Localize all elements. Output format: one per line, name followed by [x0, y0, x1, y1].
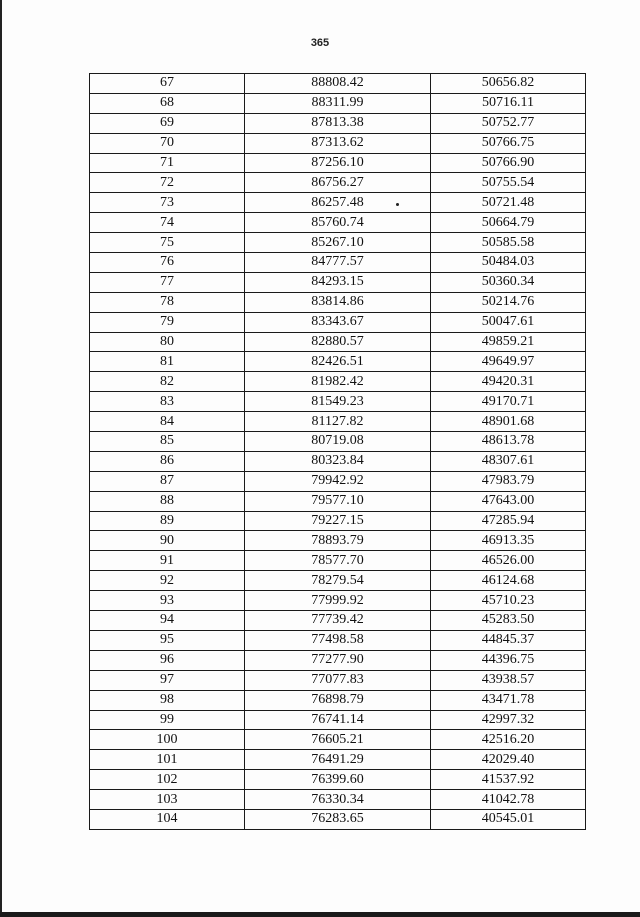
- x-coordinate-cell: 77999.92: [245, 591, 431, 611]
- point-number-cell: 76: [90, 253, 245, 273]
- table-row: [90, 770, 586, 790]
- x-coordinate-cell: 76283.65: [245, 809, 431, 829]
- y-coordinate-cell: 50047.61: [431, 312, 586, 332]
- scan-edge-bottom: [0, 912, 640, 917]
- point-number-cell: 78: [90, 292, 245, 312]
- y-coordinate-cell: 46526.00: [431, 551, 586, 571]
- table-row: [90, 650, 586, 670]
- x-coordinate-cell: 81982.42: [245, 372, 431, 392]
- y-coordinate-cell: 40545.01: [431, 809, 586, 829]
- point-number-cell: 77: [90, 272, 245, 292]
- x-coordinate-cell: 76741.14: [245, 710, 431, 730]
- x-coordinate-cell: 80719.08: [245, 432, 431, 452]
- table-row: [90, 491, 586, 511]
- x-coordinate-cell: 82426.51: [245, 352, 431, 372]
- y-coordinate-cell: 49859.21: [431, 332, 586, 352]
- table-row: [90, 74, 586, 94]
- table-row: [90, 432, 586, 452]
- table-row: [90, 531, 586, 551]
- table-row: [90, 611, 586, 631]
- x-coordinate-cell: 79942.92: [245, 471, 431, 491]
- point-number-cell: 95: [90, 630, 245, 650]
- point-number-cell: 83: [90, 392, 245, 412]
- point-number-cell: 80: [90, 332, 245, 352]
- y-coordinate-cell: 49170.71: [431, 392, 586, 412]
- scan-edge-left: [0, 0, 2, 917]
- x-coordinate-cell: 77739.42: [245, 611, 431, 631]
- x-coordinate-cell: 77277.90: [245, 650, 431, 670]
- table-row: [90, 253, 586, 273]
- page-number: 365: [310, 37, 330, 49]
- y-coordinate-cell: 41042.78: [431, 790, 586, 810]
- y-coordinate-cell: 43938.57: [431, 670, 586, 690]
- table-row: [90, 511, 586, 531]
- point-number-cell: 87: [90, 471, 245, 491]
- x-coordinate-cell: 77498.58: [245, 630, 431, 650]
- x-coordinate-cell: 87313.62: [245, 133, 431, 153]
- table-row: [90, 809, 586, 829]
- point-number-cell: 96: [90, 650, 245, 670]
- point-number-cell: 72: [90, 173, 245, 193]
- table-body: [90, 74, 586, 830]
- point-number-cell: 82: [90, 372, 245, 392]
- x-coordinate-cell: 88311.99: [245, 93, 431, 113]
- y-coordinate-cell: 50721.48: [431, 193, 586, 213]
- point-number-cell: 101: [90, 750, 245, 770]
- point-number-cell: 68: [90, 93, 245, 113]
- x-coordinate-cell: 82880.57: [245, 332, 431, 352]
- table-row: [90, 591, 586, 611]
- point-number-cell: 81: [90, 352, 245, 372]
- x-coordinate-cell: 84777.57: [245, 253, 431, 273]
- y-coordinate-cell: 50664.79: [431, 213, 586, 233]
- y-coordinate-cell: 45283.50: [431, 611, 586, 631]
- y-coordinate-cell: 50766.90: [431, 153, 586, 173]
- y-coordinate-cell: 50656.82: [431, 74, 586, 94]
- point-number-cell: 70: [90, 133, 245, 153]
- y-coordinate-cell: 50716.11: [431, 93, 586, 113]
- x-coordinate-cell: 79577.10: [245, 491, 431, 511]
- point-number-cell: 100: [90, 730, 245, 750]
- y-coordinate-cell: 46124.68: [431, 571, 586, 591]
- point-number-cell: 71: [90, 153, 245, 173]
- y-coordinate-cell: 46913.35: [431, 531, 586, 551]
- x-coordinate-cell: 77077.83: [245, 670, 431, 690]
- table-row: [90, 133, 586, 153]
- table-row: [90, 471, 586, 491]
- point-number-cell: 69: [90, 113, 245, 133]
- y-coordinate-cell: 45710.23: [431, 591, 586, 611]
- x-coordinate-cell: 81127.82: [245, 412, 431, 432]
- scan-speck: [396, 203, 399, 206]
- y-coordinate-cell: 50766.75: [431, 133, 586, 153]
- point-number-cell: 98: [90, 690, 245, 710]
- y-coordinate-cell: 50214.76: [431, 292, 586, 312]
- y-coordinate-cell: 48613.78: [431, 432, 586, 452]
- point-number-cell: 75: [90, 233, 245, 253]
- x-coordinate-cell: 76399.60: [245, 770, 431, 790]
- x-coordinate-cell: 86257.48: [245, 193, 431, 213]
- y-coordinate-cell: 50755.54: [431, 173, 586, 193]
- y-coordinate-cell: 48901.68: [431, 412, 586, 432]
- x-coordinate-cell: 76491.29: [245, 750, 431, 770]
- y-coordinate-cell: 47983.79: [431, 471, 586, 491]
- point-number-cell: 74: [90, 213, 245, 233]
- coordinate-table: [89, 73, 586, 830]
- x-coordinate-cell: 76330.34: [245, 790, 431, 810]
- y-coordinate-cell: 48307.61: [431, 451, 586, 471]
- table-row: [90, 292, 586, 312]
- x-coordinate-cell: 76898.79: [245, 690, 431, 710]
- table-row: [90, 790, 586, 810]
- point-number-cell: 84: [90, 412, 245, 432]
- table-row: [90, 750, 586, 770]
- x-coordinate-cell: 78279.54: [245, 571, 431, 591]
- point-number-cell: 88: [90, 491, 245, 511]
- x-coordinate-cell: 88808.42: [245, 74, 431, 94]
- point-number-cell: 67: [90, 74, 245, 94]
- table-row: [90, 392, 586, 412]
- y-coordinate-cell: 41537.92: [431, 770, 586, 790]
- table-row: [90, 173, 586, 193]
- x-coordinate-cell: 85267.10: [245, 233, 431, 253]
- point-number-cell: 79: [90, 312, 245, 332]
- table-row: [90, 551, 586, 571]
- point-number-cell: 93: [90, 591, 245, 611]
- point-number-cell: 104: [90, 809, 245, 829]
- point-number-cell: 99: [90, 710, 245, 730]
- y-coordinate-cell: 42997.32: [431, 710, 586, 730]
- table-row: [90, 352, 586, 372]
- table-row: [90, 412, 586, 432]
- point-number-cell: 85: [90, 432, 245, 452]
- table-row: [90, 93, 586, 113]
- x-coordinate-cell: 78893.79: [245, 531, 431, 551]
- table-row: [90, 710, 586, 730]
- x-coordinate-cell: 80323.84: [245, 451, 431, 471]
- table-row: [90, 193, 586, 213]
- x-coordinate-cell: 78577.70: [245, 551, 431, 571]
- point-number-cell: 90: [90, 531, 245, 551]
- y-coordinate-cell: 50484.03: [431, 253, 586, 273]
- y-coordinate-cell: 43471.78: [431, 690, 586, 710]
- table-row: [90, 451, 586, 471]
- point-number-cell: 91: [90, 551, 245, 571]
- table-row: [90, 272, 586, 292]
- y-coordinate-cell: 49649.97: [431, 352, 586, 372]
- y-coordinate-cell: 50752.77: [431, 113, 586, 133]
- table-row: [90, 630, 586, 650]
- table-row: [90, 113, 586, 133]
- x-coordinate-cell: 79227.15: [245, 511, 431, 531]
- y-coordinate-cell: 49420.31: [431, 372, 586, 392]
- x-coordinate-cell: 84293.15: [245, 272, 431, 292]
- y-coordinate-cell: 50585.58: [431, 233, 586, 253]
- table-row: [90, 690, 586, 710]
- point-number-cell: 92: [90, 571, 245, 591]
- y-coordinate-cell: 42516.20: [431, 730, 586, 750]
- x-coordinate-cell: 81549.23: [245, 392, 431, 412]
- y-coordinate-cell: 50360.34: [431, 272, 586, 292]
- x-coordinate-cell: 83814.86: [245, 292, 431, 312]
- table-row: [90, 670, 586, 690]
- x-coordinate-cell: 85760.74: [245, 213, 431, 233]
- x-coordinate-cell: 87813.38: [245, 113, 431, 133]
- table-row: [90, 213, 586, 233]
- table-row: [90, 312, 586, 332]
- point-number-cell: 73: [90, 193, 245, 213]
- x-coordinate-cell: 87256.10: [245, 153, 431, 173]
- y-coordinate-cell: 47285.94: [431, 511, 586, 531]
- y-coordinate-cell: 44396.75: [431, 650, 586, 670]
- y-coordinate-cell: 47643.00: [431, 491, 586, 511]
- table-row: [90, 372, 586, 392]
- y-coordinate-cell: 44845.37: [431, 630, 586, 650]
- point-number-cell: 102: [90, 770, 245, 790]
- point-number-cell: 86: [90, 451, 245, 471]
- point-number-cell: 103: [90, 790, 245, 810]
- table-row: [90, 153, 586, 173]
- table-row: [90, 571, 586, 591]
- table-row: [90, 730, 586, 750]
- x-coordinate-cell: 86756.27: [245, 173, 431, 193]
- point-number-cell: 97: [90, 670, 245, 690]
- table-row: [90, 233, 586, 253]
- table-row: [90, 332, 586, 352]
- x-coordinate-cell: 76605.21: [245, 730, 431, 750]
- point-number-cell: 94: [90, 611, 245, 631]
- point-number-cell: 89: [90, 511, 245, 531]
- x-coordinate-cell: 83343.67: [245, 312, 431, 332]
- y-coordinate-cell: 42029.40: [431, 750, 586, 770]
